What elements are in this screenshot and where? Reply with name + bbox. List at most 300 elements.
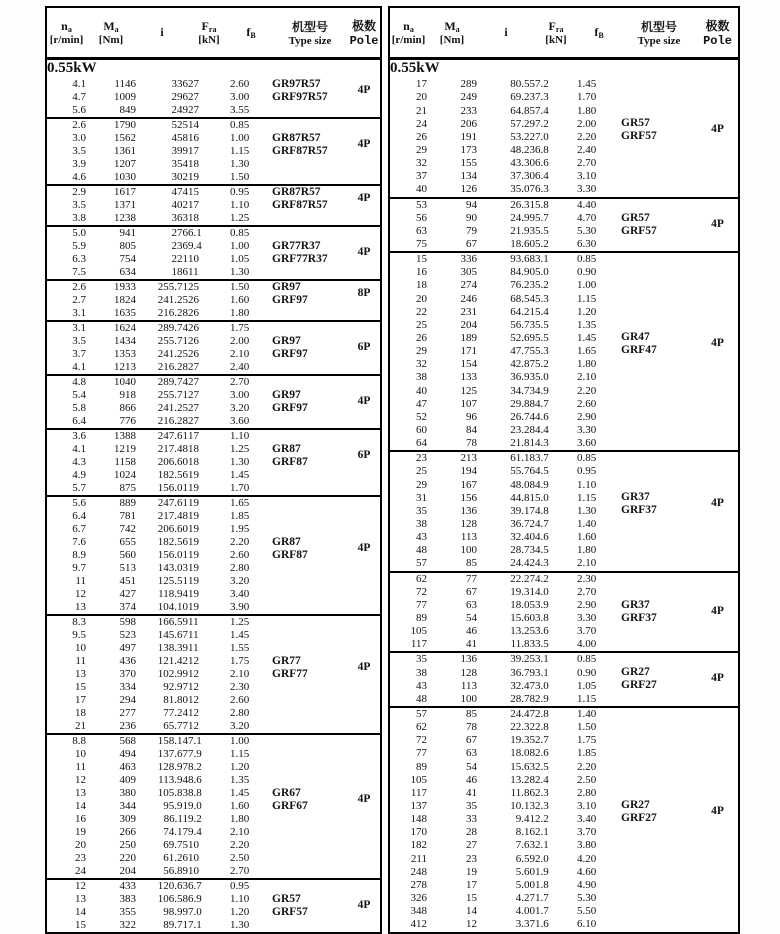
cell-i: 29.88 — [510, 397, 535, 410]
cell-i: 158.14 — [136, 734, 188, 748]
cell-fb: 3.55 — [230, 104, 250, 116]
type-size-cell — [272, 118, 348, 185]
cell-fb: 4.00 — [577, 638, 597, 651]
type-size-line2: GRF87R57 — [272, 145, 328, 157]
cell-na: 7.6 — [72, 536, 86, 548]
cell-fra: 5.3 — [535, 345, 549, 358]
cell-ma: 171 — [460, 345, 477, 358]
cell-ma: 94 — [427, 198, 477, 212]
cell-i: 56.89 — [163, 865, 188, 877]
cell-na: 60 — [416, 423, 427, 436]
cell-fb: 1.80 — [577, 358, 597, 371]
cell-i: 68.54 — [510, 292, 535, 305]
cell-fra: 19 — [188, 601, 199, 613]
cell-fra: 2.2 — [535, 813, 549, 826]
cell-ma: 78 — [466, 721, 477, 734]
cell-fb: 0.95 — [230, 185, 272, 199]
cell-fra: 1.9 — [535, 865, 549, 878]
type-size-line2: GRF87 — [272, 456, 308, 468]
cell-ma: 1030 — [114, 171, 136, 183]
cell-fb: 1.45 — [577, 331, 597, 344]
cell-fb: 1.80 — [577, 104, 597, 117]
cell-fb: 1.75 — [230, 655, 250, 667]
cell-fra: 12 — [188, 655, 199, 667]
cell-fb: 2.90 — [577, 598, 597, 611]
cell-i: 217.48 — [157, 443, 188, 455]
cell-fb: 2.50 — [230, 852, 250, 864]
cell-i: 15.60 — [510, 611, 535, 624]
cell-i: 64.85 — [510, 104, 535, 117]
cell-fra: 2.1 — [535, 826, 549, 839]
cell-i: 93.68 — [477, 252, 535, 266]
cell-i: 182.56 — [157, 536, 188, 548]
cell-ma: 154 — [460, 358, 477, 371]
col-header-pole: 极数 Pole — [348, 7, 381, 59]
cell-fb: 2.70 — [230, 375, 272, 389]
cell-na: 48 — [416, 544, 427, 557]
type-size-line2: GRF37 — [621, 611, 657, 624]
cell-fb: 6.10 — [577, 918, 597, 931]
cell-i: 42.87 — [510, 358, 535, 371]
cell-ma: 250 — [119, 839, 136, 851]
cell-na: 105 — [410, 625, 427, 638]
cell-fra: 6.6 — [535, 157, 549, 170]
cell-fra: 19 — [188, 549, 199, 561]
cell-i: 206.60 — [157, 523, 188, 535]
cell-na: 211 — [410, 852, 427, 865]
cell-i: 5.00 — [515, 878, 535, 891]
cell-i: 80.55 — [510, 78, 535, 91]
cell-na: 20 — [75, 839, 86, 851]
cell-ma: 1434 — [114, 335, 136, 347]
cell-i: 52.69 — [510, 331, 535, 344]
cell-ma: 1213 — [114, 361, 136, 373]
cell-i: 86.11 — [163, 813, 188, 825]
cell-na: 23 — [389, 451, 427, 465]
cell-fra: 11 — [188, 615, 230, 629]
cell-i: 64.21 — [510, 305, 535, 318]
type-size-line1: GR97 — [272, 389, 301, 401]
cell-fra: 19 — [188, 588, 199, 600]
col-header-ma: $M_a$ [Nm] — [86, 7, 136, 59]
cell-ma: 849 — [119, 104, 136, 116]
cell-ma: 17 — [466, 878, 477, 891]
cell-ma: 497 — [119, 642, 136, 654]
cell-ma: 46 — [466, 625, 477, 638]
cell-fb: 2.10 — [577, 557, 597, 570]
cell-i: 48.23 — [510, 143, 535, 156]
cell-fra: 10 — [188, 253, 199, 265]
type-size-line1: GR87R57 — [272, 186, 321, 198]
cell-fb: 1.20 — [230, 906, 250, 918]
cell-fb: 1.30 — [230, 456, 250, 468]
cell-fra: 4.3 — [535, 437, 549, 450]
cell-i: 28.73 — [510, 544, 535, 557]
cell-na: 21 — [416, 104, 427, 117]
cell-na: 35 — [416, 504, 427, 517]
cell-na: 4.9 — [72, 469, 86, 481]
cell-fb: 1.15 — [577, 292, 597, 305]
cell-i: 21.81 — [510, 437, 535, 450]
cell-na: 3.0 — [72, 132, 86, 144]
cell-i: 28.78 — [510, 692, 535, 705]
cell-na: 3.8 — [72, 212, 86, 224]
cell-na: 15 — [75, 919, 86, 931]
pole-cell: 4P — [348, 879, 381, 933]
cell-fra: 4.8 — [535, 504, 549, 517]
cell-ma: 19 — [466, 865, 477, 878]
cell-na: 412 — [410, 918, 427, 931]
cell-fra: 12 — [188, 720, 199, 732]
cell-na: 170 — [410, 826, 427, 839]
cell-i: 36.93 — [510, 371, 535, 384]
cell-fb: 1.25 — [230, 212, 250, 224]
cell-ma: 12 — [466, 918, 477, 931]
pole-cell: 6P — [348, 321, 381, 375]
cell-ma: 231 — [460, 305, 477, 318]
type-size-cell — [621, 78, 697, 197]
type-size-line2: GRF97 — [272, 402, 308, 414]
cell-fra: 26 — [188, 307, 199, 319]
table-row — [46, 615, 381, 629]
cell-ma: 1040 — [86, 375, 136, 389]
cell-i: 296 — [171, 91, 188, 103]
cell-fra: 11 — [188, 266, 199, 278]
cell-fra: 2.3 — [535, 786, 549, 799]
cell-i: 15.63 — [510, 760, 535, 773]
cell-na: 10 — [75, 642, 86, 654]
cell-ma: 63 — [466, 747, 477, 760]
cell-ma: 494 — [119, 748, 136, 760]
type-size-line2: GRF27 — [621, 679, 657, 692]
cell-fra: 15 — [188, 185, 230, 199]
cell-fb: 3.80 — [577, 839, 597, 852]
cell-i: 145.67 — [157, 629, 188, 641]
cell-fra: 5.8 — [535, 198, 577, 212]
cell-na: 182 — [410, 839, 427, 852]
cell-na: 89 — [416, 760, 427, 773]
cell-fra: 18 — [188, 443, 199, 455]
cell-i: 474 — [136, 185, 188, 199]
cell-fb: 1.35 — [230, 774, 250, 786]
cell-ma: 1158 — [114, 456, 136, 468]
cell-i: 128.97 — [157, 761, 188, 773]
table-row — [46, 429, 381, 443]
cell-na: 2.7 — [72, 294, 86, 306]
cell-fra: 12 — [188, 668, 199, 680]
cell-fra: 6.3 — [535, 183, 549, 196]
cell-na: 12 — [75, 774, 86, 786]
cell-fb: 4.70 — [577, 211, 597, 224]
cell-na: 16 — [416, 266, 427, 279]
cell-fra: 5.2 — [535, 237, 549, 250]
cell-fra: 4.9 — [535, 478, 549, 491]
type-size-cell — [272, 615, 348, 734]
cell-fra: 19 — [188, 523, 199, 535]
type-size-line1: GR97R57 — [272, 78, 321, 90]
cell-i: 36.79 — [510, 666, 535, 679]
cell-ma: 236 — [119, 720, 136, 732]
cell-na: 117 — [410, 638, 427, 651]
cell-fb: 2.70 — [577, 585, 597, 598]
cell-fra: 5.4 — [535, 305, 549, 318]
cell-na: 105 — [410, 773, 427, 786]
cell-fb: 1.50 — [230, 280, 272, 294]
cell-fb: 1.40 — [577, 707, 621, 721]
cell-i: 19.31 — [510, 585, 535, 598]
rating-table-right — [388, 6, 740, 934]
cell-fra: 12 — [188, 694, 199, 706]
cell-i: 363 — [171, 212, 188, 224]
cell-i: 125.51 — [157, 575, 188, 587]
cell-fb: 2.20 — [230, 536, 250, 548]
cell-na: 32 — [416, 358, 427, 371]
cell-i: 10.13 — [510, 800, 535, 812]
cell-i: 18.60 — [510, 237, 535, 250]
cell-fb: 2.00 — [230, 335, 250, 347]
table-row — [389, 252, 739, 266]
cell-fb: 1.20 — [230, 761, 250, 773]
cell-fb: 2.20 — [230, 839, 250, 851]
cell-fb: 2.20 — [577, 130, 597, 143]
cell-fb: 1.65 — [577, 345, 597, 358]
cell-na: 348 — [410, 905, 427, 918]
header-row — [46, 7, 381, 59]
cell-na: 89 — [416, 611, 427, 624]
cell-fb: 3.00 — [230, 91, 250, 103]
cell-na: 248 — [410, 865, 427, 878]
col-header-fra: $F_{ra}$ [kN] — [535, 7, 577, 59]
cell-ma: 941 — [86, 226, 136, 240]
cell-fb: 2.30 — [230, 681, 250, 693]
cell-ma: 128 — [460, 517, 477, 530]
cell-fra: 16 — [188, 132, 199, 144]
cell-ma: 1388 — [86, 429, 136, 443]
cell-na: 63 — [416, 224, 427, 237]
cell-fra: 4.5 — [535, 465, 549, 478]
cell-na: 47 — [416, 397, 427, 410]
pole-cell: 4P — [697, 707, 739, 933]
cell-ma: 274 — [460, 279, 477, 292]
cell-ma: 136 — [427, 652, 477, 666]
cell-fra: 19 — [188, 536, 199, 548]
pole-cell: 4P — [348, 734, 381, 879]
cell-fb: 3.30 — [577, 183, 597, 196]
cell-fb: 1.40 — [577, 517, 597, 530]
type-size-line2: GRF57 — [272, 906, 308, 918]
cell-na: 16 — [75, 813, 86, 825]
cell-i: 13.25 — [510, 625, 535, 638]
cell-ma: 334 — [119, 681, 136, 693]
cell-na: 77 — [416, 598, 427, 611]
cell-fra: 26 — [188, 335, 199, 347]
cell-fb: 1.10 — [230, 199, 250, 211]
cell-fb: 0.95 — [230, 879, 272, 893]
cell-na: 148 — [410, 813, 427, 826]
type-size-cell — [272, 429, 348, 496]
cell-fb: 4.90 — [577, 878, 597, 891]
cell-na: 24 — [75, 865, 86, 877]
cell-na: 4.3 — [72, 456, 86, 468]
cell-fb: 4.40 — [577, 198, 621, 212]
cell-fra: 3.1 — [535, 252, 577, 266]
cell-na: 6.4 — [72, 415, 86, 427]
cell-ma: 134 — [460, 170, 477, 183]
cell-fb: 2.40 — [577, 143, 597, 156]
type-size-line1: GR37 — [621, 491, 650, 504]
cell-fb: 2.60 — [230, 78, 250, 90]
cell-fra: 19 — [188, 496, 230, 510]
cell-fra: 8.6 — [188, 774, 202, 786]
cell-i: 247.61 — [136, 496, 188, 510]
cell-na: 5.7 — [72, 482, 86, 494]
cell-na: 52 — [416, 410, 427, 423]
cell-fb: 3.10 — [577, 170, 597, 183]
cell-fb: 5.30 — [577, 224, 597, 237]
cell-i: 69.23 — [510, 91, 535, 104]
cell-ma: 67 — [466, 734, 477, 747]
cell-i: 105.83 — [157, 787, 188, 799]
cell-i: 53.22 — [510, 130, 535, 143]
cell-i: 236 — [171, 240, 188, 252]
cell-na: 35 — [389, 652, 427, 666]
cell-i: 81.80 — [163, 694, 188, 706]
cell-fb: 2.80 — [230, 562, 250, 574]
cell-fb: 3.60 — [577, 437, 597, 450]
cell-fra: 7.1 — [188, 734, 230, 748]
cell-ma: 875 — [119, 482, 136, 494]
cell-fb: 1.35 — [577, 318, 597, 331]
cell-ma: 1635 — [114, 307, 136, 319]
cell-i: 186 — [171, 266, 188, 278]
cell-fra: 2.8 — [535, 707, 577, 721]
cell-fb: 2.10 — [230, 668, 250, 680]
cell-na: 8.9 — [72, 549, 86, 561]
cell-i: 143.03 — [157, 562, 188, 574]
type-size-line2: GRF87 — [272, 549, 308, 561]
col-header-ma: $M_a$ [Nm] — [427, 7, 477, 59]
cell-fra: 17 — [188, 429, 230, 443]
cell-fb: 1.80 — [577, 544, 597, 557]
cell-fra: 9.4 — [188, 826, 202, 838]
cell-fb: 5.50 — [577, 905, 597, 918]
cell-ma: 54 — [466, 611, 477, 624]
cell-na: 17 — [75, 694, 86, 706]
type-size-line1: GR97 — [272, 281, 301, 293]
cell-ma: 107 — [460, 397, 477, 410]
cell-ma: 513 — [119, 562, 136, 574]
rating-tables-wrap — [45, 6, 740, 934]
cell-i: 24.99 — [510, 211, 535, 224]
cell-i: 216.28 — [157, 361, 188, 373]
cell-ma: 126 — [460, 183, 477, 196]
cell-fra: 17 — [188, 199, 199, 211]
cell-i: 47.75 — [510, 345, 535, 358]
cell-na: 62 — [389, 572, 427, 586]
cell-na: 2.6 — [46, 118, 86, 132]
cell-na: 62 — [416, 721, 427, 734]
type-size-cell — [272, 321, 348, 375]
cell-na: 9.7 — [72, 562, 86, 574]
cell-ma: 96 — [466, 410, 477, 423]
cell-na: 31 — [416, 491, 427, 504]
type-size-line2: GRF67 — [272, 800, 308, 812]
cell-ma: 100 — [460, 692, 477, 705]
type-size-line1: GR27 — [621, 666, 650, 679]
cell-fb: 1.00 — [230, 240, 250, 252]
cell-na: 13 — [75, 668, 86, 680]
cell-na: 2.9 — [46, 185, 86, 199]
cell-ma: 781 — [119, 510, 136, 522]
pole-cell: 4P — [711, 123, 724, 136]
col-header-na: $n_a$ [r/min] — [389, 7, 427, 59]
cell-fb: 2.40 — [230, 361, 250, 373]
table-row — [46, 118, 381, 132]
cell-ma: 451 — [119, 575, 136, 587]
cell-i: 22.27 — [477, 572, 535, 586]
cell-fb: 2.70 — [230, 865, 250, 877]
cell-na: 4.1 — [72, 361, 86, 373]
cell-i: 13.28 — [510, 773, 535, 786]
cell-i: 216.28 — [157, 415, 188, 427]
cell-ma: 918 — [119, 389, 136, 401]
cell-fb: 4.20 — [577, 852, 597, 865]
cell-fb: 3.30 — [577, 423, 597, 436]
cell-na: 20 — [416, 91, 427, 104]
cell-na: 5.9 — [72, 240, 86, 252]
col-header-fra: $F_{ra}$ [kN] — [188, 7, 230, 59]
cell-na: 4.1 — [72, 78, 86, 90]
cell-fb: 2.10 — [230, 348, 250, 360]
type-size-line1: GR57 — [621, 211, 650, 224]
cell-i: 98.99 — [163, 906, 188, 918]
cell-na: 4.7 — [72, 91, 86, 103]
cell-fra: 19 — [188, 469, 199, 481]
cell-fra: 10 — [188, 865, 199, 877]
cell-ma: 322 — [119, 919, 136, 931]
cell-fra: 26 — [188, 321, 230, 335]
pole-cell: 4P — [697, 198, 739, 253]
cell-fra: 3.1 — [535, 666, 549, 679]
type-size-cell — [272, 280, 348, 321]
cell-fb: 1.15 — [230, 145, 250, 157]
cell-fra: 2.7 — [535, 734, 549, 747]
cell-ma: 84 — [466, 423, 477, 436]
cell-fb: 5.30 — [577, 891, 597, 904]
cell-na: 10 — [75, 748, 86, 760]
cell-fb: 1.10 — [230, 429, 272, 443]
cell-fra: 7.3 — [535, 91, 549, 104]
cell-fra: 3.5 — [535, 638, 549, 651]
cell-ma: 167 — [460, 478, 477, 491]
type-size-line2: GRF37 — [621, 504, 657, 517]
cell-fra: 2.6 — [535, 747, 549, 760]
cell-fb: 1.30 — [577, 504, 597, 517]
cell-na: 29 — [416, 143, 427, 156]
cell-i: 21.93 — [510, 224, 535, 237]
cell-ma: 35 — [466, 800, 477, 812]
col-header-na: $n_a$ [r/min] — [46, 7, 86, 59]
type-size-cell — [621, 572, 697, 653]
cell-ma: 204 — [119, 865, 136, 877]
cell-fra: 7.0 — [535, 130, 549, 143]
cell-na: 4.8 — [46, 375, 86, 389]
cell-fra: 2.5 — [535, 760, 549, 773]
cell-i: 182.56 — [157, 469, 188, 481]
cell-fra: 27 — [188, 361, 199, 373]
cell-fra: 2.9 — [535, 692, 549, 705]
cell-fra: 3.0 — [535, 679, 549, 692]
